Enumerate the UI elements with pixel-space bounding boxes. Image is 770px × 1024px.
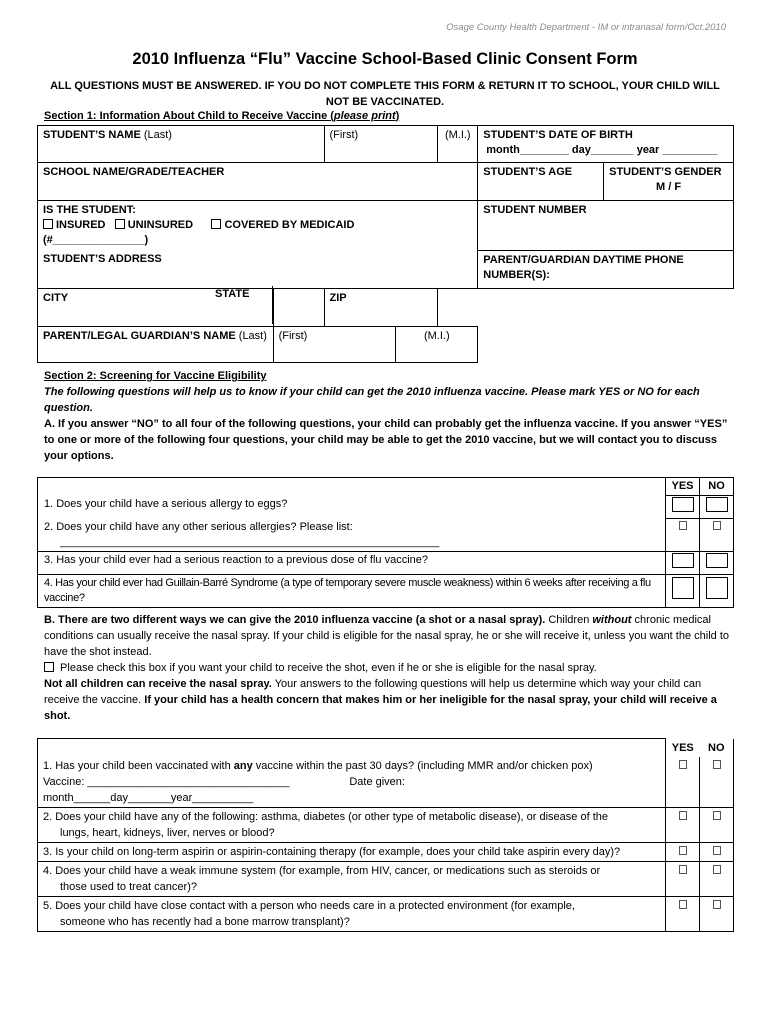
- a3-yes-checkbox[interactable]: [666, 551, 700, 574]
- a4-no-checkbox[interactable]: [700, 574, 734, 607]
- a1-yes-checkbox[interactable]: [666, 496, 700, 519]
- medicaid-checkbox[interactable]: [211, 219, 221, 229]
- gender-field[interactable]: STUDENT’S GENDER M / F: [604, 163, 734, 201]
- age-field[interactable]: STUDENT’S AGE: [478, 163, 604, 201]
- address-field[interactable]: STUDENT’S ADDRESS: [38, 250, 478, 288]
- student-mi-field[interactable]: (M.I.): [438, 126, 478, 163]
- blank-cell: [478, 326, 734, 362]
- section2-intro: Section 2: Screening for Vaccine Eligibility The following questions will help us to know if your child can get the 2010 influenza vaccine. Please mark YES or NO for each question. A. If you answer “NO” to all four of the following questions, your child can probably get the influenza vaccine. If you answer “YES” to one or more of the following four questions, your child may be able to get the 2010 vaccine, but we will contact you to discuss your options.: [44, 370, 728, 462]
- screening-table-a: [37, 477, 734, 608]
- a2-no-checkbox[interactable]: [700, 519, 734, 552]
- completion-warning: ALL QUESTIONS MUST BE ANSWERED. IF YOU DO NOT COMPLETE THIS FORM & RETURN IT TO SCHOOL, YOUR CHILD WILL NOT BE VACCINATED.: [50, 80, 720, 108]
- blank-cell: [38, 739, 666, 757]
- student-first-name-field[interactable]: (First): [324, 126, 438, 163]
- insurance-field: IS THE STUDENT: INSURED UNINSURED COVERED BY MEDICAID (#_______________): [38, 201, 478, 251]
- question-b1: 1. Has your child been vaccinated with any vaccine within the past 30 days? (including MMR and/or chicken pox) Vaccine: _________________________________ Date given: month______day_______year__________: [38, 757, 666, 808]
- question-b5: 5. Does your child have close contact with a person who needs care in a protected environment (for example, someone who has recently had a bone marrow transplant)?: [38, 896, 666, 931]
- b5-yes-checkbox[interactable]: [666, 896, 700, 931]
- a3-no-checkbox[interactable]: [700, 551, 734, 574]
- state-zip-divider: [272, 286, 273, 324]
- state-label: STATE: [215, 288, 250, 300]
- student-number-field[interactable]: STUDENT NUMBER: [478, 201, 734, 251]
- b5-no-checkbox[interactable]: [700, 896, 734, 931]
- student-name-field[interactable]: STUDENT’S NAME (Last): [38, 126, 325, 163]
- allergy-list-line[interactable]: ______________________________________________________________: [60, 535, 440, 548]
- a2-yes-checkbox[interactable]: [666, 519, 700, 552]
- blank-cell: [38, 478, 666, 496]
- student-info-table: [37, 125, 734, 363]
- no-header: NO: [700, 739, 734, 757]
- b2-no-checkbox[interactable]: [700, 807, 734, 842]
- dob-field[interactable]: STUDENT’S DATE OF BIRTH month________ day_______ year _________: [478, 126, 734, 163]
- city-state-spacer: [273, 288, 324, 326]
- a1-no-checkbox[interactable]: [700, 496, 734, 519]
- question-a1: 1. Does your child have a serious allergy to eggs?: [38, 496, 666, 519]
- section1-heading: Section 1: Information About Child to Receive Vaccine (please print): [44, 110, 400, 122]
- blank-cell: [438, 288, 734, 326]
- b2-yes-checkbox[interactable]: [666, 807, 700, 842]
- b4-yes-checkbox[interactable]: [666, 861, 700, 896]
- header-note: Osage County Health Department - IM or intranasal form/Oct.2010: [446, 22, 726, 33]
- guardian-first-field[interactable]: (First): [273, 326, 396, 362]
- question-b3: 3. Is your child on long-term aspirin or aspirin-containing therapy (for example, does your child take aspirin every day)?: [38, 842, 666, 861]
- a4-yes-checkbox[interactable]: [666, 574, 700, 607]
- city-field[interactable]: CITY: [38, 288, 274, 326]
- page-title: 2010 Influenza “Flu” Vaccine School-Based Clinic Consent Form: [132, 50, 638, 68]
- uninsured-checkbox[interactable]: [115, 219, 125, 229]
- yes-header: YES: [666, 478, 700, 496]
- vaccine-line[interactable]: Vaccine: _________________________________: [43, 775, 290, 788]
- screening-table-b: [37, 738, 734, 932]
- insured-checkbox[interactable]: [43, 219, 53, 229]
- guardian-name-field[interactable]: PARENT/LEGAL GUARDIAN’S NAME (Last): [38, 326, 274, 362]
- school-field[interactable]: SCHOOL NAME/GRADE/TEACHER: [38, 163, 478, 201]
- part-b-text: B. There are two different ways we can give the 2010 influenza vaccine (a shot or a nasal spray). Children without chronic medical conditions can usually receive the nasal spray. If your child is eligible for the nasal spray, he or she will receive it, unless you want the child to have the shot instead. Please check this box if you want your child to receive the shot, even if he or she is eligible for the nasal spray. Not all children can receive the nasal spray. Your answers to the following questions will help us determine which way your child can receive the vaccine. If your child has a health concern that makes him or her ineligible for the nasal spray, your child will receive a shot.: [44, 614, 729, 722]
- question-a3: 3. Has your child ever had a serious reaction to a previous dose of flu vaccine?: [38, 551, 666, 574]
- question-b2: 2. Does your child have any of the following: asthma, diabetes (or other type of metabolic disease), or disease of the lungs, heart, kidneys, liver, nerves or blood?: [38, 807, 666, 842]
- prefer-shot-checkbox[interactable]: [44, 662, 54, 672]
- guardian-mi-field[interactable]: (M.I.): [396, 326, 478, 362]
- b1-no-checkbox[interactable]: [700, 757, 734, 808]
- yes-header: YES: [671, 741, 694, 754]
- b3-no-checkbox[interactable]: [700, 842, 734, 861]
- zip-field[interactable]: ZIP: [324, 288, 438, 326]
- insurance-number-line[interactable]: (#_______________): [43, 234, 149, 246]
- b3-yes-checkbox[interactable]: [666, 842, 700, 861]
- phone-field[interactable]: PARENT/GUARDIAN DAYTIME PHONE NUMBER(S):: [478, 250, 734, 288]
- question-a4: 4. Has your child ever had Guillain-Barré Syndrome (a type of temporary severe muscle weakness) within 6 weeks after receiving a flu vaccine?: [38, 574, 666, 607]
- vaccine-date-line[interactable]: month______day_______year__________: [43, 791, 254, 804]
- b4-no-checkbox[interactable]: [700, 861, 734, 896]
- b1-yes-checkbox[interactable]: [666, 757, 700, 808]
- no-header: NO: [700, 478, 734, 496]
- question-a2: 2. Does your child have any other serious allergies? Please list: ______________________________________________________________: [38, 519, 666, 552]
- question-b4: 4. Does your child have a weak immune system (for example, from HIV, cancer, or medications such as steroids or those used to treat cancer)?: [38, 861, 666, 896]
